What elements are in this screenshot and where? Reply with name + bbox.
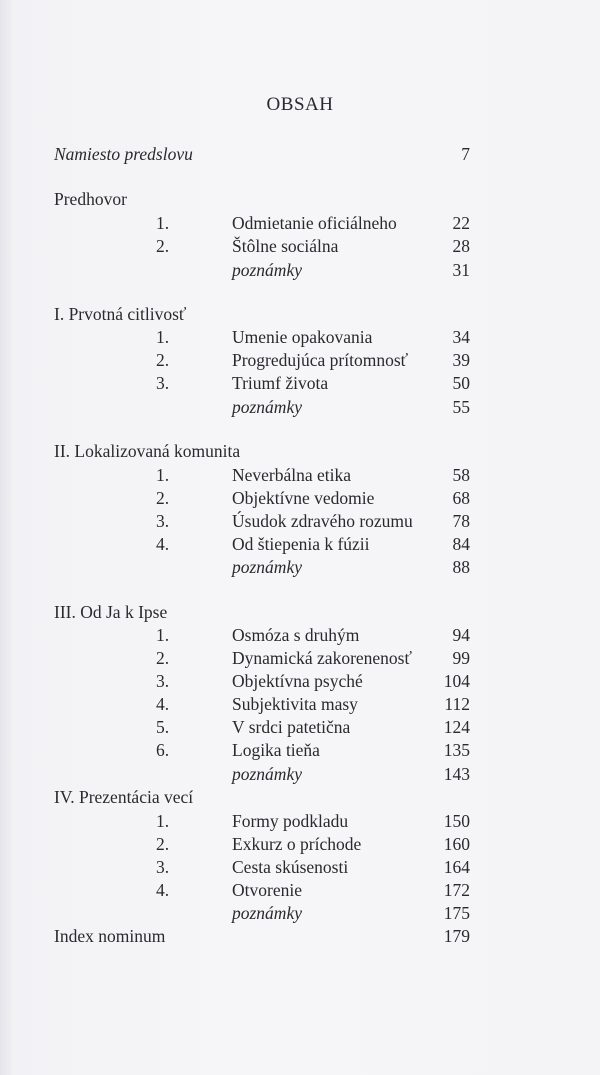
toc-chapter-title: Logika tieňa — [232, 740, 320, 760]
toc-page-number: 179 — [443, 926, 470, 946]
toc-part-row — [0, 786, 600, 808]
toc-notes-row — [0, 902, 600, 924]
toc-page-number: 164 — [443, 857, 470, 877]
toc-page-number: 135 — [443, 740, 470, 760]
toc-notes-label: poznámky — [232, 260, 302, 280]
toc-chapter-number: 3. — [156, 857, 170, 877]
toc-page-number: 88 — [452, 557, 470, 577]
toc-notes-row — [0, 396, 600, 418]
toc-notes-label: poznámky — [232, 397, 302, 417]
toc-chapter-title: Objektívne vedomie — [232, 488, 375, 508]
toc-notes-label: poznámky — [232, 764, 302, 784]
toc-chapter-number: 4. — [156, 694, 170, 714]
toc-part-row — [0, 440, 600, 462]
toc-chapter-row — [0, 624, 600, 646]
toc-chapter-row — [0, 464, 600, 486]
toc-notes-label: poznámky — [232, 903, 302, 923]
toc-chapter-row — [0, 372, 600, 394]
toc-chapter-number: 3. — [156, 373, 170, 393]
toc-page-number: 31 — [452, 260, 470, 280]
toc-part-row — [0, 601, 600, 623]
toc-page-number: 104 — [443, 671, 470, 691]
toc-chapter-title: Umenie opakovania — [232, 327, 373, 347]
toc-page-number: 7 — [461, 144, 470, 164]
toc-chapter-title: Úsudok zdravého rozumu — [232, 511, 413, 531]
toc-chapter-row — [0, 349, 600, 371]
toc-chapter-row — [0, 212, 600, 234]
toc-chapter-row — [0, 487, 600, 509]
toc-chapter-row — [0, 833, 600, 855]
toc-part-title: Namiesto predslovu — [54, 144, 193, 164]
toc-chapter-number: 3. — [156, 511, 170, 531]
toc-chapter-title: Od štiepenia k fúzii — [232, 534, 370, 554]
toc-page-number: 160 — [443, 834, 470, 854]
toc-chapter-row — [0, 670, 600, 692]
toc-chapter-title: Triumf života — [232, 373, 329, 393]
toc-page-number: 55 — [452, 397, 470, 417]
toc-part-row — [0, 925, 600, 947]
toc-page-number: 175 — [443, 903, 470, 923]
toc-part-title: II. Lokalizovaná komunita — [54, 441, 241, 461]
toc-chapter-row — [0, 810, 600, 832]
toc-part-title: III. Od Ja k Ipse — [54, 602, 168, 622]
toc-page-number: 143 — [443, 764, 470, 784]
toc-page-number: 58 — [452, 465, 470, 485]
toc-part-row — [0, 188, 600, 210]
toc-chapter-row — [0, 693, 600, 715]
toc-chapter-row — [0, 716, 600, 738]
toc-chapter-title: Subjektivita masy — [232, 694, 358, 714]
toc-page-number: 99 — [452, 648, 470, 668]
toc-part-title: I. Prvotná citlivosť — [54, 304, 187, 324]
toc-chapter-row — [0, 510, 600, 532]
toc-page-number: 150 — [443, 811, 470, 831]
toc-chapter-number: 1. — [156, 327, 170, 347]
toc-chapter-number: 1. — [156, 465, 170, 485]
toc-page-number: 94 — [452, 625, 470, 645]
toc-chapter-row — [0, 647, 600, 669]
toc-chapter-row — [0, 856, 600, 878]
toc-notes-label: poznámky — [232, 557, 302, 577]
toc-page-number: 172 — [443, 880, 470, 900]
toc-page-number: 112 — [444, 694, 470, 714]
toc-page-number: 78 — [452, 511, 470, 531]
toc-page-number: 50 — [452, 373, 470, 393]
toc-page-number: 28 — [452, 236, 470, 256]
toc-page-number: 124 — [443, 717, 470, 737]
toc-chapter-title: Neverbálna etika — [232, 465, 352, 485]
toc-chapter-title: Odmietanie oficiálneho — [232, 213, 397, 233]
toc-chapter-number: 6. — [156, 740, 170, 760]
toc-chapter-row — [0, 533, 600, 555]
toc-chapter-title: Exkurz o príchode — [232, 834, 362, 854]
toc-part-title: IV. Prezentácia vecí — [54, 787, 194, 807]
toc-chapter-title: Cesta skúsenosti — [232, 857, 349, 877]
toc-chapter-title: Otvorenie — [232, 880, 302, 900]
toc-chapter-number: 1. — [156, 625, 170, 645]
toc-chapter-title: V srdci patetična — [232, 717, 351, 737]
toc-chapter-title: Dynamická zakorenenosť — [232, 648, 412, 668]
toc-chapter-number: 3. — [156, 671, 170, 691]
toc-chapter-number: 2. — [156, 488, 170, 508]
toc-page-number: 84 — [452, 534, 470, 554]
toc-page-number: 22 — [452, 213, 470, 233]
toc-chapter-number: 1. — [156, 213, 170, 233]
toc-part-title: Index nominum — [54, 926, 166, 946]
toc-chapter-number: 2. — [156, 834, 170, 854]
toc-chapter-title: Štôlne sociálna — [232, 236, 339, 256]
toc-chapter-number: 2. — [156, 350, 170, 370]
toc-part-row — [0, 143, 600, 165]
toc-chapter-row — [0, 326, 600, 348]
toc-notes-row — [0, 763, 600, 785]
toc-page-number: 39 — [452, 350, 470, 370]
toc-chapter-title: Objektívna psyché — [232, 671, 363, 691]
toc-chapter-number: 1. — [156, 811, 170, 831]
toc-notes-row — [0, 259, 600, 281]
toc-page-number: 34 — [452, 327, 470, 347]
toc-chapter-row — [0, 879, 600, 901]
toc-notes-row — [0, 556, 600, 578]
toc-chapter-number: 4. — [156, 880, 170, 900]
toc-chapter-row — [0, 739, 600, 761]
toc-chapter-number: 2. — [156, 236, 170, 256]
toc-chapter-title: Progredujúca prítomnosť — [232, 350, 409, 370]
toc-part-title: Predhovor — [54, 189, 127, 209]
toc-chapter-title: Osmóza s druhým — [232, 625, 360, 645]
toc-chapter-number: 5. — [156, 717, 170, 737]
toc-chapter-title: Formy podkladu — [232, 811, 349, 831]
toc-chapter-number: 2. — [156, 648, 170, 668]
toc-chapter-number: 4. — [156, 534, 170, 554]
toc-page-number: 68 — [452, 488, 470, 508]
toc-chapter-row — [0, 235, 600, 257]
page-title: OBSAH — [266, 94, 334, 115]
toc-part-row — [0, 303, 600, 325]
